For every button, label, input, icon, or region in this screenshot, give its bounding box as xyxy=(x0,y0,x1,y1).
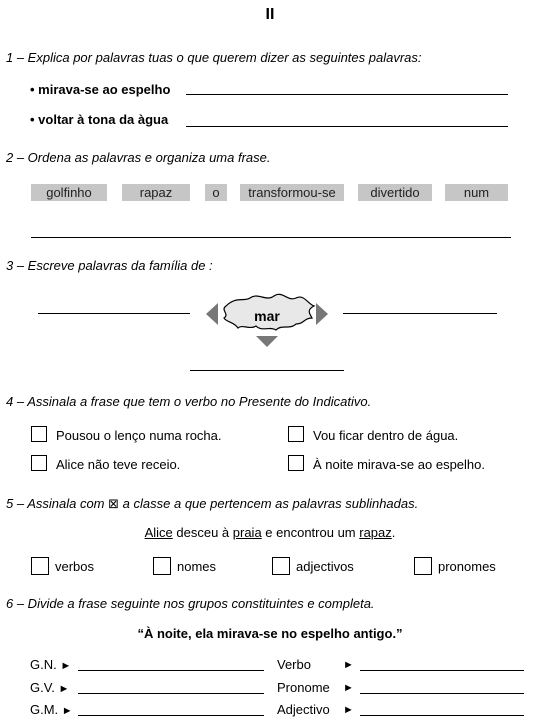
q4-checkbox-4[interactable] xyxy=(288,455,304,471)
q5-prompt-end: a classe a que pertencem as palavras sublinhadas. xyxy=(122,496,419,511)
q5-sentence-text: . xyxy=(391,525,396,540)
arrow-right-icon: ► xyxy=(61,705,73,717)
label-gn xyxy=(30,657,71,672)
arrow-right-icon: ► xyxy=(343,682,354,694)
label-gv xyxy=(30,680,69,695)
underlined-word-praia: praia xyxy=(232,525,262,540)
label-gv-text: G.V. xyxy=(30,680,55,695)
q4-option-2: Vou ficar dentro de água. xyxy=(313,428,459,443)
q4-checkbox-3[interactable] xyxy=(31,455,47,471)
q1-item-1: • mirava-se ao espelho xyxy=(30,82,171,97)
underlined-word-rapaz: rapaz xyxy=(359,525,392,540)
q5-checkbox-adjectivos[interactable] xyxy=(272,557,290,575)
word-chip-divertido: divertido xyxy=(358,184,432,201)
word-family-graphic xyxy=(200,290,334,350)
q6-sentence: “À noite, ela mirava-se no espelho antigo.” xyxy=(137,626,403,641)
underlined-word-alice: Alice xyxy=(144,525,173,540)
q3-answer-line-right[interactable] xyxy=(343,313,497,314)
question-3-prompt: 3 – Escreve palavras da família de : xyxy=(6,258,213,273)
label-verbo: Verbo xyxy=(277,657,311,672)
label-gm-text: G.M. xyxy=(30,702,59,717)
q4-option-4: À noite mirava-se ao espelho. xyxy=(313,457,485,472)
arrow-right-icon: ► xyxy=(60,660,72,672)
q5-option-pronomes: pronomes xyxy=(438,559,496,574)
q5-prompt-start: 5 – Assinala com xyxy=(6,496,105,511)
gn-answer-line[interactable] xyxy=(78,670,264,671)
q5-option-nomes: nomes xyxy=(177,559,217,574)
q4-checkbox-2[interactable] xyxy=(288,426,304,442)
q5-sentence-text: e encontrou um xyxy=(261,525,360,540)
arrow-right-icon: ► xyxy=(343,659,354,671)
gm-answer-line[interactable] xyxy=(78,715,264,716)
label-adjectivo: Adjectivo xyxy=(277,702,330,717)
section-title: II xyxy=(265,6,275,23)
label-pronome: Pronome xyxy=(277,680,330,695)
gv-answer-line[interactable] xyxy=(78,693,264,694)
question-5-prompt xyxy=(6,496,418,512)
word-chip-num: num xyxy=(445,184,508,201)
word-chip-transformou-se: transformou-se xyxy=(240,184,344,201)
q1-item-2: • voltar à tona da àgua xyxy=(30,112,169,127)
word-chip-rapaz: rapaz xyxy=(122,184,190,201)
q5-sentence-text: desceu à xyxy=(172,525,233,540)
q3-answer-line-left[interactable] xyxy=(38,313,190,314)
q5-checkbox-nomes[interactable] xyxy=(153,557,171,575)
q5-option-verbos: verbos xyxy=(55,559,95,574)
q1-answer-line-2[interactable] xyxy=(186,126,508,127)
q4-option-1: Pousou o lenço numa rocha. xyxy=(56,428,222,443)
arrow-right-icon: ► xyxy=(343,704,354,716)
question-6-prompt: 6 – Divide a frase seguinte nos grupos constituintes e completa. xyxy=(6,596,375,611)
q3-answer-line-bottom[interactable] xyxy=(190,370,344,371)
arrow-right-icon: ► xyxy=(58,683,70,695)
q5-option-adjectivos: adjectivos xyxy=(296,559,354,574)
pronome-answer-line[interactable] xyxy=(360,693,524,694)
q5-checkbox-verbos[interactable] xyxy=(31,557,49,575)
q2-answer-line[interactable] xyxy=(31,237,511,238)
label-gm xyxy=(30,702,73,717)
q4-option-3: Alice não teve receio. xyxy=(56,457,181,472)
question-1-prompt: 1 – Explica por palavras tuas o que querem dizer as seguintes palavras: xyxy=(6,50,422,65)
q1-answer-line-1[interactable] xyxy=(186,94,508,95)
word-chip-o: o xyxy=(205,184,227,201)
q4-checkbox-1[interactable] xyxy=(31,426,47,442)
verbo-answer-line[interactable] xyxy=(360,670,524,671)
adjectivo-answer-line[interactable] xyxy=(360,715,524,716)
word-chip-golfinho: golfinho xyxy=(31,184,107,201)
family-center-word: mar xyxy=(254,308,280,324)
question-2-prompt: 2 – Ordena as palavras e organiza uma frase. xyxy=(6,150,271,165)
checked-box-icon: ⊠ xyxy=(108,496,120,511)
label-gn-text: G.N. xyxy=(30,657,57,672)
q5-checkbox-pronomes[interactable] xyxy=(414,557,432,575)
question-4-prompt: 4 – Assinala a frase que tem o verbo no Presente do Indicativo. xyxy=(6,394,372,409)
q5-sentence xyxy=(0,525,540,540)
